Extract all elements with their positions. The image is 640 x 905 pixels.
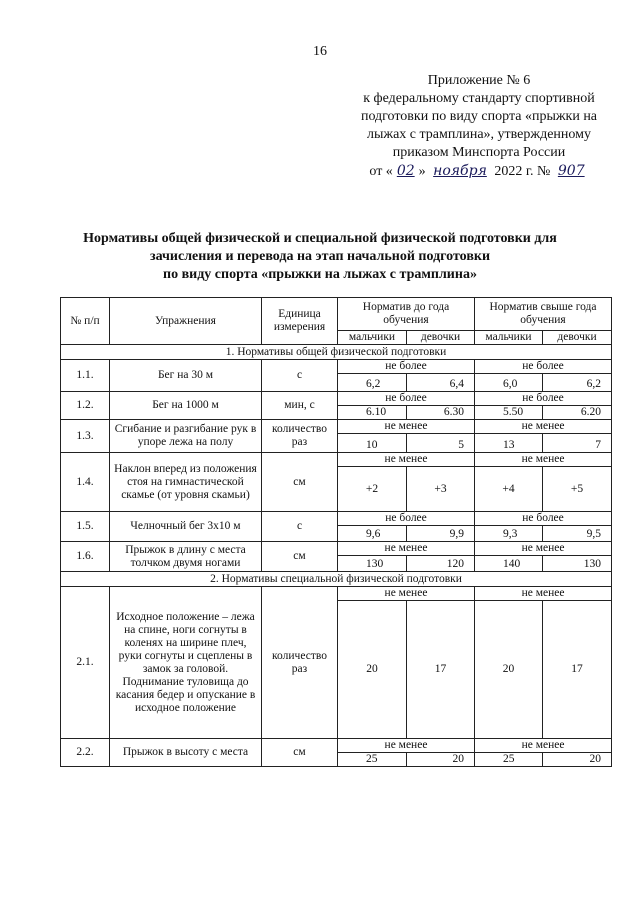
handwritten-day: 02 (396, 163, 415, 179)
norm-qualifier: не менее (475, 453, 612, 467)
norm-value: 6,2 (338, 374, 407, 392)
title-line: Нормативы общей физической и специальной физической подготовки для (83, 231, 557, 246)
row-number: 2.1. (61, 587, 110, 739)
norm-qualifier: не менее (475, 542, 612, 556)
norm-qualifier: не более (338, 512, 475, 526)
appendix-line: к федеральному стандарту спортивной (363, 91, 595, 106)
row-number: 1.3. (61, 420, 110, 453)
norm-qualifier: не менее (338, 587, 475, 601)
header-num: № п/п (61, 298, 110, 345)
norm-value: 25 (338, 753, 407, 767)
norm-value: 20 (407, 753, 475, 767)
row-number: 1.2. (61, 392, 110, 420)
norm-value: 25 (475, 753, 543, 767)
norm-qualifier: не менее (475, 739, 612, 753)
norm-value: 20 (475, 601, 543, 739)
norm-value: +2 (338, 467, 407, 512)
row-unit: количество раз (262, 587, 338, 739)
header-girls: девочки (543, 331, 612, 345)
norm-value: 7 (543, 434, 612, 453)
header-girls: девочки (407, 331, 475, 345)
row-unit: см (262, 542, 338, 572)
row-exercise: Прыжок в высоту с места (110, 739, 262, 767)
appendix-line: приказом Минспорта России (392, 145, 566, 160)
norm-value: 20 (543, 753, 612, 767)
handwritten-order-number: 907 (557, 163, 585, 179)
table-row (61, 453, 612, 467)
row-unit: с (262, 360, 338, 392)
norm-value: 120 (407, 556, 475, 572)
norm-value: 5.50 (475, 406, 543, 420)
norm-qualifier: не более (338, 392, 475, 406)
handwritten-month: ноября (433, 163, 487, 179)
table-row (61, 392, 612, 406)
document-title (40, 230, 600, 284)
norm-value: 17 (543, 601, 612, 739)
norm-value: 9,6 (338, 526, 407, 542)
norm-value: 130 (338, 556, 407, 572)
row-unit: см (262, 739, 338, 767)
norm-value: 5 (407, 434, 475, 453)
row-unit: количество раз (262, 420, 338, 453)
table-row (61, 360, 612, 374)
table-row (61, 542, 612, 556)
order-date-line (330, 162, 628, 181)
norms-table (60, 297, 612, 767)
row-number: 1.5. (61, 512, 110, 542)
norm-value: 140 (475, 556, 543, 572)
row-unit: см (262, 453, 338, 512)
norm-value: 6,4 (407, 374, 475, 392)
norm-value: 13 (475, 434, 543, 453)
row-number: 1.6. (61, 542, 110, 572)
norm-qualifier: не более (475, 512, 612, 526)
title-line: по виду спорта «прыжки на лыжах с трамплина» (163, 267, 477, 282)
header-boys: мальчики (475, 331, 543, 345)
row-number: 1.1. (61, 360, 110, 392)
norm-value: 17 (407, 601, 475, 739)
row-exercise: Наклон вперед из положения стоя на гимнастической скамье (от уровня скамьи) (110, 453, 262, 512)
norm-value: 20 (338, 601, 407, 739)
date-mid: » (418, 164, 426, 179)
norm-value: 6.20 (543, 406, 612, 420)
header-exercise: Упражнения (110, 298, 262, 345)
table-row (61, 512, 612, 526)
norm-qualifier: не менее (338, 420, 475, 434)
norm-qualifier: не менее (338, 542, 475, 556)
norm-qualifier: не более (475, 392, 612, 406)
norm-value: 6,0 (475, 374, 543, 392)
appendix-line: лыжах с трамплина», утвержденному (367, 127, 591, 142)
appendix-block (330, 72, 628, 181)
norm-value: 10 (338, 434, 407, 453)
appendix-line: подготовки по виду спорта «прыжки на (360, 109, 598, 124)
norm-value: +3 (407, 467, 475, 512)
row-number: 1.4. (61, 453, 110, 512)
norm-value: 6,2 (543, 374, 612, 392)
norm-value: +4 (475, 467, 543, 512)
date-prefix: от « (369, 164, 393, 179)
header-norm-over-year: Норматив свыше года обучения (475, 298, 612, 331)
table-row (61, 587, 612, 601)
norm-qualifier: не менее (338, 453, 475, 467)
table-row (61, 739, 612, 753)
norm-value: 6.10 (338, 406, 407, 420)
section-header: 1. Нормативы общей физической подготовки (61, 345, 612, 360)
row-unit: с (262, 512, 338, 542)
norm-value: 9,9 (407, 526, 475, 542)
norm-value: 9,3 (475, 526, 543, 542)
table-row (61, 420, 612, 434)
norm-value: 130 (543, 556, 612, 572)
row-exercise: Бег на 1000 м (110, 392, 262, 420)
norm-qualifier: не менее (475, 420, 612, 434)
norm-qualifier: не более (475, 360, 612, 374)
appendix-line: Приложение № 6 (427, 73, 531, 88)
section-header: 2. Нормативы специальной физической подготовки (61, 572, 612, 587)
title-line: зачисления и перевода на этап начальной подготовки (149, 249, 491, 264)
date-year: 2022 г. № (494, 164, 551, 179)
row-unit: мин, с (262, 392, 338, 420)
header-boys: мальчики (338, 331, 407, 345)
row-exercise: Прыжок в длину с места толчком двумя ногами (110, 542, 262, 572)
norm-value: 9,5 (543, 526, 612, 542)
header-unit: Единица измерения (262, 298, 338, 345)
row-exercise: Челночный бег 3х10 м (110, 512, 262, 542)
norm-qualifier: не более (338, 360, 475, 374)
row-exercise: Сгибание и разгибание рук в упоре лежа на полу (110, 420, 262, 453)
norm-value: 6.30 (407, 406, 475, 420)
row-exercise: Исходное положение – лежа на спине, ноги согнуты в коленях на ширине плеч, руки согнуты и сцеплены в замок за головой. Поднимание туловища до касания бедер и опускание в исходное положение (110, 587, 262, 739)
row-exercise: Бег на 30 м (110, 360, 262, 392)
norm-qualifier: не менее (338, 739, 475, 753)
norm-value: +5 (543, 467, 612, 512)
header-norm-under-year: Норматив до года обучения (338, 298, 475, 331)
page-number: 16 (313, 44, 327, 59)
row-number: 2.2. (61, 739, 110, 767)
norm-qualifier: не менее (475, 587, 612, 601)
